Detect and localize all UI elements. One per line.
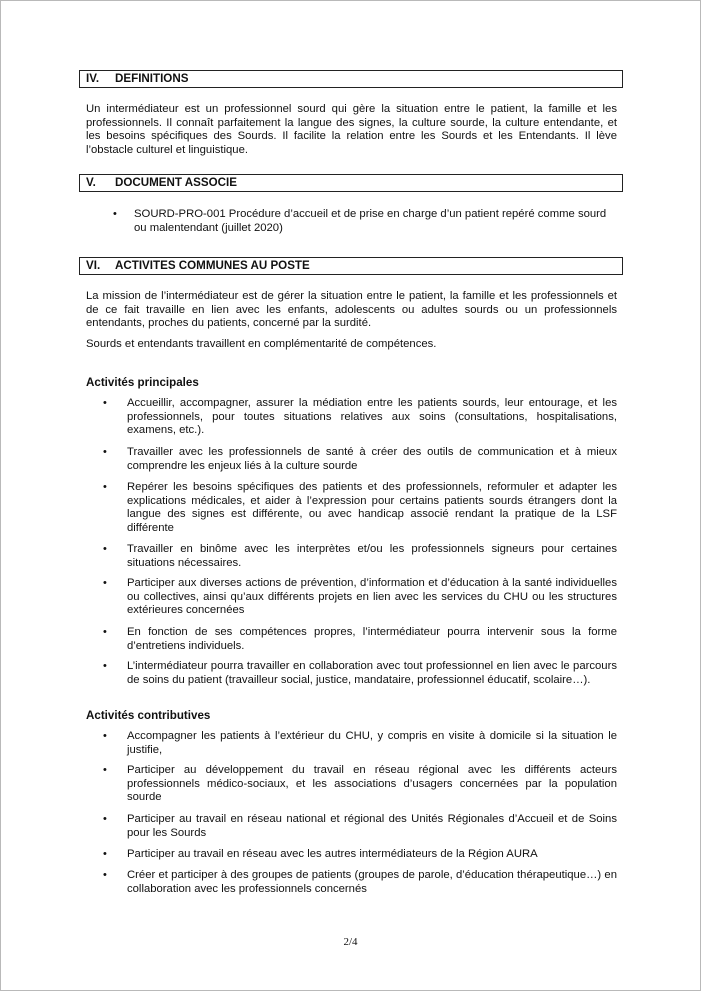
- section-header-activites: [79, 257, 623, 275]
- bullet-icon: •: [103, 869, 107, 881]
- bullet-icon: •: [103, 848, 107, 860]
- list-item-text: Participer au travail en réseau national et régional des Unités Régionales d’Accueil et de Soins pour les Sourds: [127, 813, 617, 839]
- list-item: [103, 481, 617, 536]
- list-item: [103, 848, 617, 862]
- list-item-text: Créer et participer à des groupes de patients (groupes de parole, d’éducation thérapeutique…) en collaboration avec les professionnels concernés: [127, 869, 617, 895]
- section-title: DEFINITIONS: [115, 72, 189, 85]
- bullet-icon: •: [103, 660, 107, 672]
- list-item: [103, 543, 617, 570]
- list-item: [103, 869, 617, 896]
- bullet-icon: •: [103, 397, 107, 409]
- list-item-text: Travailler en binôme avec les interprètes et/ou les professionnels signeurs pour certaines situations nécessaires.: [127, 543, 617, 569]
- section-number: VI.: [86, 259, 101, 272]
- bullet-icon: •: [113, 208, 117, 220]
- document-reference: SOURD-PRO-001 Procédure d’accueil et de prise en charge d’un patient repéré comme sourd ou malentendant (juillet 2020): [134, 208, 607, 234]
- list-item-text: L’intermédiateur pourra travailler en collaboration avec tout professionnel en lien avec le parcours de soins du patient (travailleur social, justice, mandataire, professionnel éducatif, scolaire…).: [127, 660, 617, 686]
- list-item: [103, 446, 617, 473]
- list-item-text: Accueillir, accompagner, assurer la médiation entre les patients sourds, leur entourage, et les professionnels, pour toutes situations relatives aux soins (consultations, hospitalisations, examens, etc.).: [127, 397, 617, 437]
- mission-paragraph: La mission de l’intermédiateur est de gérer la situation entre le patient, la famille et les professionnels et de ce fait travaille en lien avec les enfants, adolescents ou adultes sourds ou un professionnels entendants, proches du patients, concerné par la surdité.: [86, 290, 617, 330]
- list-item: [103, 397, 617, 438]
- bullet-icon: •: [103, 577, 107, 589]
- bullet-icon: •: [103, 813, 107, 825]
- bullet-icon: •: [103, 764, 107, 776]
- list-item-text: Travailler avec les professionnels de santé à créer des outils de communication et à mieux comprendre les enjeux liés à la culture sourde: [127, 446, 617, 472]
- list-item: [103, 626, 617, 653]
- list-item: [103, 764, 617, 805]
- list-item-text: Participer aux diverses actions de prévention, d’information et d’éducation à la santé individuelles ou collectives, ainsi qu’aux différents projets en lien avec les services du CHU ou les structures extérieures concernées: [127, 577, 617, 617]
- list-item-text: En fonction de ses compétences propres, l’intermédiateur pourra intervenir sous la forme d’entretiens individuels.: [127, 626, 617, 652]
- list-item: [103, 577, 617, 618]
- list-item-text: Participer au développement du travail en réseau régional avec les différents acteurs professionnels médico-sociaux, et les associations d’usagers concernées par la population sourde: [127, 764, 617, 804]
- bullet-icon: •: [103, 626, 107, 638]
- list-item: [103, 730, 617, 757]
- list-item: [103, 660, 617, 687]
- list-item-text: Accompagner les patients à l’extérieur du CHU, y compris en visite à domicile si la situation le justifie,: [127, 730, 617, 756]
- subheading-contributives: Activités contributives: [86, 709, 211, 722]
- section-title: DOCUMENT ASSOCIE: [115, 176, 237, 189]
- list-item-text: Participer au travail en réseau avec les autres intermédiateurs de la Région AURA: [127, 848, 538, 860]
- section-header-definitions: [79, 70, 623, 88]
- bullet-icon: •: [103, 543, 107, 555]
- bullet-icon: •: [103, 730, 107, 742]
- complement-paragraph: Sourds et entendants travaillent en complémentarité de compétences.: [86, 338, 437, 350]
- section-title: ACTIVITES COMMUNES AU POSTE: [115, 259, 310, 272]
- list-item: [103, 813, 617, 840]
- list-item-text: Repérer les besoins spécifiques des patients et des professionnels, reformuler et adapter les explications médicales, et aider à l’expression pour certains patients sourds étrangers dont la langue des signes est différente, ou avec handicap associé rendant la pratique de la LSF différente: [127, 481, 617, 535]
- bullet-icon: •: [103, 481, 107, 493]
- definitions-paragraph: Un intermédiateur est un professionnel sourd qui gère la situation entre le patient, la famille et les professionnels. Il connaît parfaitement la langue des signes, la culture sourde, la culture entendante, et les besoins spécifiques des Sourds. Il facilite la relation entre les Sourds et les Entendants. Il lève l’obstacle culturel et linguistique.: [86, 103, 617, 157]
- section-number: V.: [86, 176, 96, 189]
- page-number: 2/4: [343, 936, 358, 948]
- section-number: IV.: [86, 72, 100, 85]
- section-header-document: [79, 174, 623, 192]
- bullet-icon: •: [103, 446, 107, 458]
- subheading-principales: Activités principales: [86, 376, 199, 389]
- list-item: [113, 208, 613, 235]
